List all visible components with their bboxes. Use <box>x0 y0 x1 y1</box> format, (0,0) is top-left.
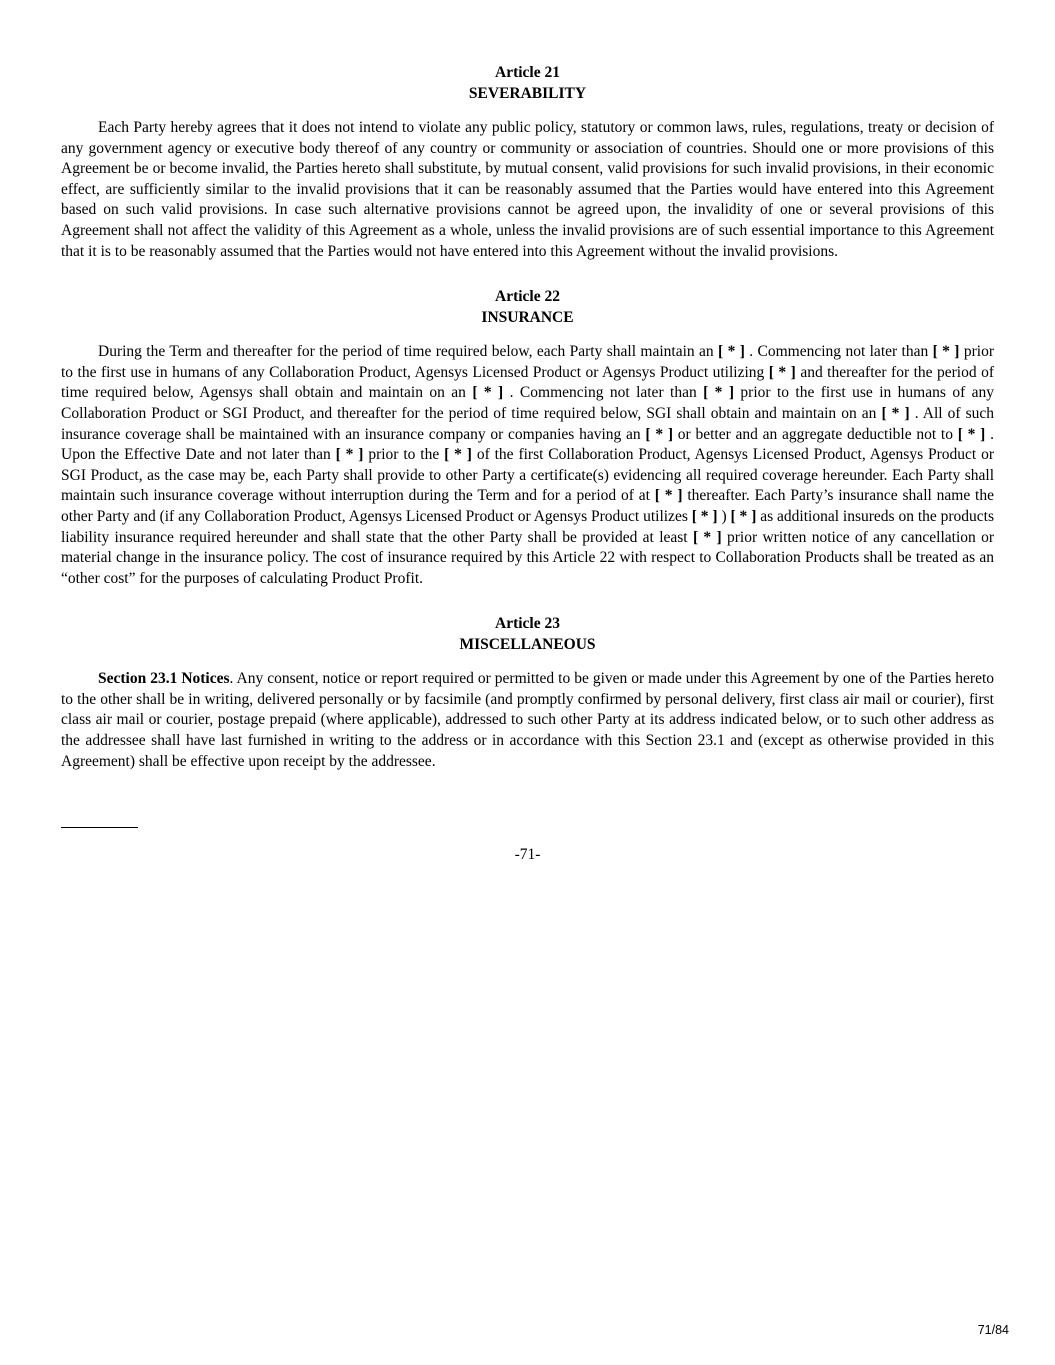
article-21-body: Each Party hereby agrees that it does not intend to violate any public policy, statutory or common laws, rules, regulations, treaty or decision of any government agency or executive body thereof of any country or community or association of countries. Should one or more provisions of this Agreement be or become invalid, the Parties hereto shall substitute, by mutual consent, valid provisions for such invalid provisions, in their economic effect, are sufficiently similar to the invalid provisions that it can be reasonably assumed that the Parties would have entered into this Agreement based on such valid provisions. In case such alternative provisions cannot be agreed upon, the invalidity of one or several provisions of this Agreement shall not affect the validity of this Agreement as a whole, unless the invalid provisions are of such essential importance to this Agreement that it is to be reasonably assumed that the Parties would not have entered into this Agreement without the invalid provisions. <box>61 119 994 260</box>
article-title: SEVERABILITY <box>468 85 587 102</box>
document-page <box>61 62 994 772</box>
page-count: 71/84 <box>977 1323 1009 1337</box>
body-text: thereafter. Each Party’s insurance shall name the other Party and (if any Collaboration Product, Agensys Licensed Product or Agensys Product utilizes <box>61 487 994 525</box>
body-text: . Commencing not later than <box>744 343 933 361</box>
article-23-heading <box>61 613 994 655</box>
redaction-mark: [ * ] <box>881 404 910 422</box>
redaction-mark: [ * ] <box>703 384 735 402</box>
article-number: Article 23 <box>495 615 560 633</box>
article-title: INSURANCE <box>481 309 574 327</box>
redaction-mark: [ * ] <box>691 507 718 525</box>
footnote-divider <box>61 827 138 828</box>
body-text: prior to the first use in humans of any Collaboration Product or SGI Product, and thereafter for the period of time required below, SGI shall obtain and maintain on an <box>61 384 995 422</box>
body-text: . All of such insurance coverage shall be maintained with an insurance company or companies having an <box>61 404 994 443</box>
article-21-heading <box>61 62 994 104</box>
redaction-mark: [ * ] <box>768 363 796 381</box>
redaction-mark: [ * ] <box>645 425 674 443</box>
section-23-1-body <box>61 669 994 772</box>
body-text: as additional insureds on the products liability insurance required hereunder and shall state that the other Party shall be provided at least <box>61 507 995 546</box>
redaction-mark: [ * ] <box>957 425 986 443</box>
redaction-mark: [ * ] <box>444 446 472 464</box>
body-text: ) <box>717 507 731 525</box>
section-label: Section 23.1 Notices <box>98 670 230 688</box>
article-22-body <box>61 342 994 589</box>
redaction-mark: [ * ] <box>718 343 745 361</box>
redaction-mark: [ * ] <box>654 487 683 505</box>
body-text: prior to the first use in humans of any Collaboration Product, Agensys Licensed Product or Agensys Product utilizing <box>61 343 994 381</box>
body-text: or better and an aggregate deductible not to <box>673 425 958 443</box>
redaction-mark: [ * ] <box>335 446 364 464</box>
body-text: . Any consent, notice or report required or permitted to be given or made under this Agreement by one of the Parties hereto to the other shall be in writing, delivered personally or by facsimile (and promptly confirmed by personal delivery, first class air mail or courier), first class air mail or courier, postage prepaid (where applicable), addressed to such other Party at its address indicated below, or to such other address as the addressee shall have last furnished in writing to the address or in accordance with this Section 23.1 and (except as otherwise provided in this Agreement) shall be effective upon receipt by the addressee. <box>61 670 995 770</box>
body-text: and thereafter for the period of time required below, Agensys shall obtain and maintain on an <box>61 363 994 402</box>
article-title: MISCELLANEOUS <box>459 636 596 654</box>
redaction-mark: [ * ] <box>692 528 722 546</box>
body-text: . Commencing not later than <box>503 384 704 402</box>
body-text: . Upon the Effective Date and not later than <box>61 425 994 464</box>
page-number: -71- <box>514 846 541 863</box>
body-text: prior to the <box>363 446 445 464</box>
article-number: Article 21 <box>495 64 560 81</box>
article-number: Article 22 <box>495 288 560 306</box>
redaction-mark: [ * ] <box>472 384 504 402</box>
body-text: prior written notice of any cancellation or material change in the insurance policy. The cost of insurance required by this Article 22 with respect to Collaboration Products shall be treated as an “other cost” for the purposes of calculating Product Profit. <box>61 528 995 587</box>
body-text: of the first Collaboration Product, Agensys Licensed Product, Agensys Product or SGI Product, as the case may be, each Party shall provide to other Party a certificate(s) evidencing all required coverage hereunder. Each Party shall maintain such insurance coverage without interruption during the Term and for a period of at <box>61 446 995 505</box>
redaction-mark: [ * ] <box>932 343 960 361</box>
article-22-heading <box>61 286 994 328</box>
redaction-mark: [ * ] <box>730 507 757 525</box>
body-text: During the Term and thereafter for the period of time required below, each Party shall maintain an <box>98 343 719 361</box>
